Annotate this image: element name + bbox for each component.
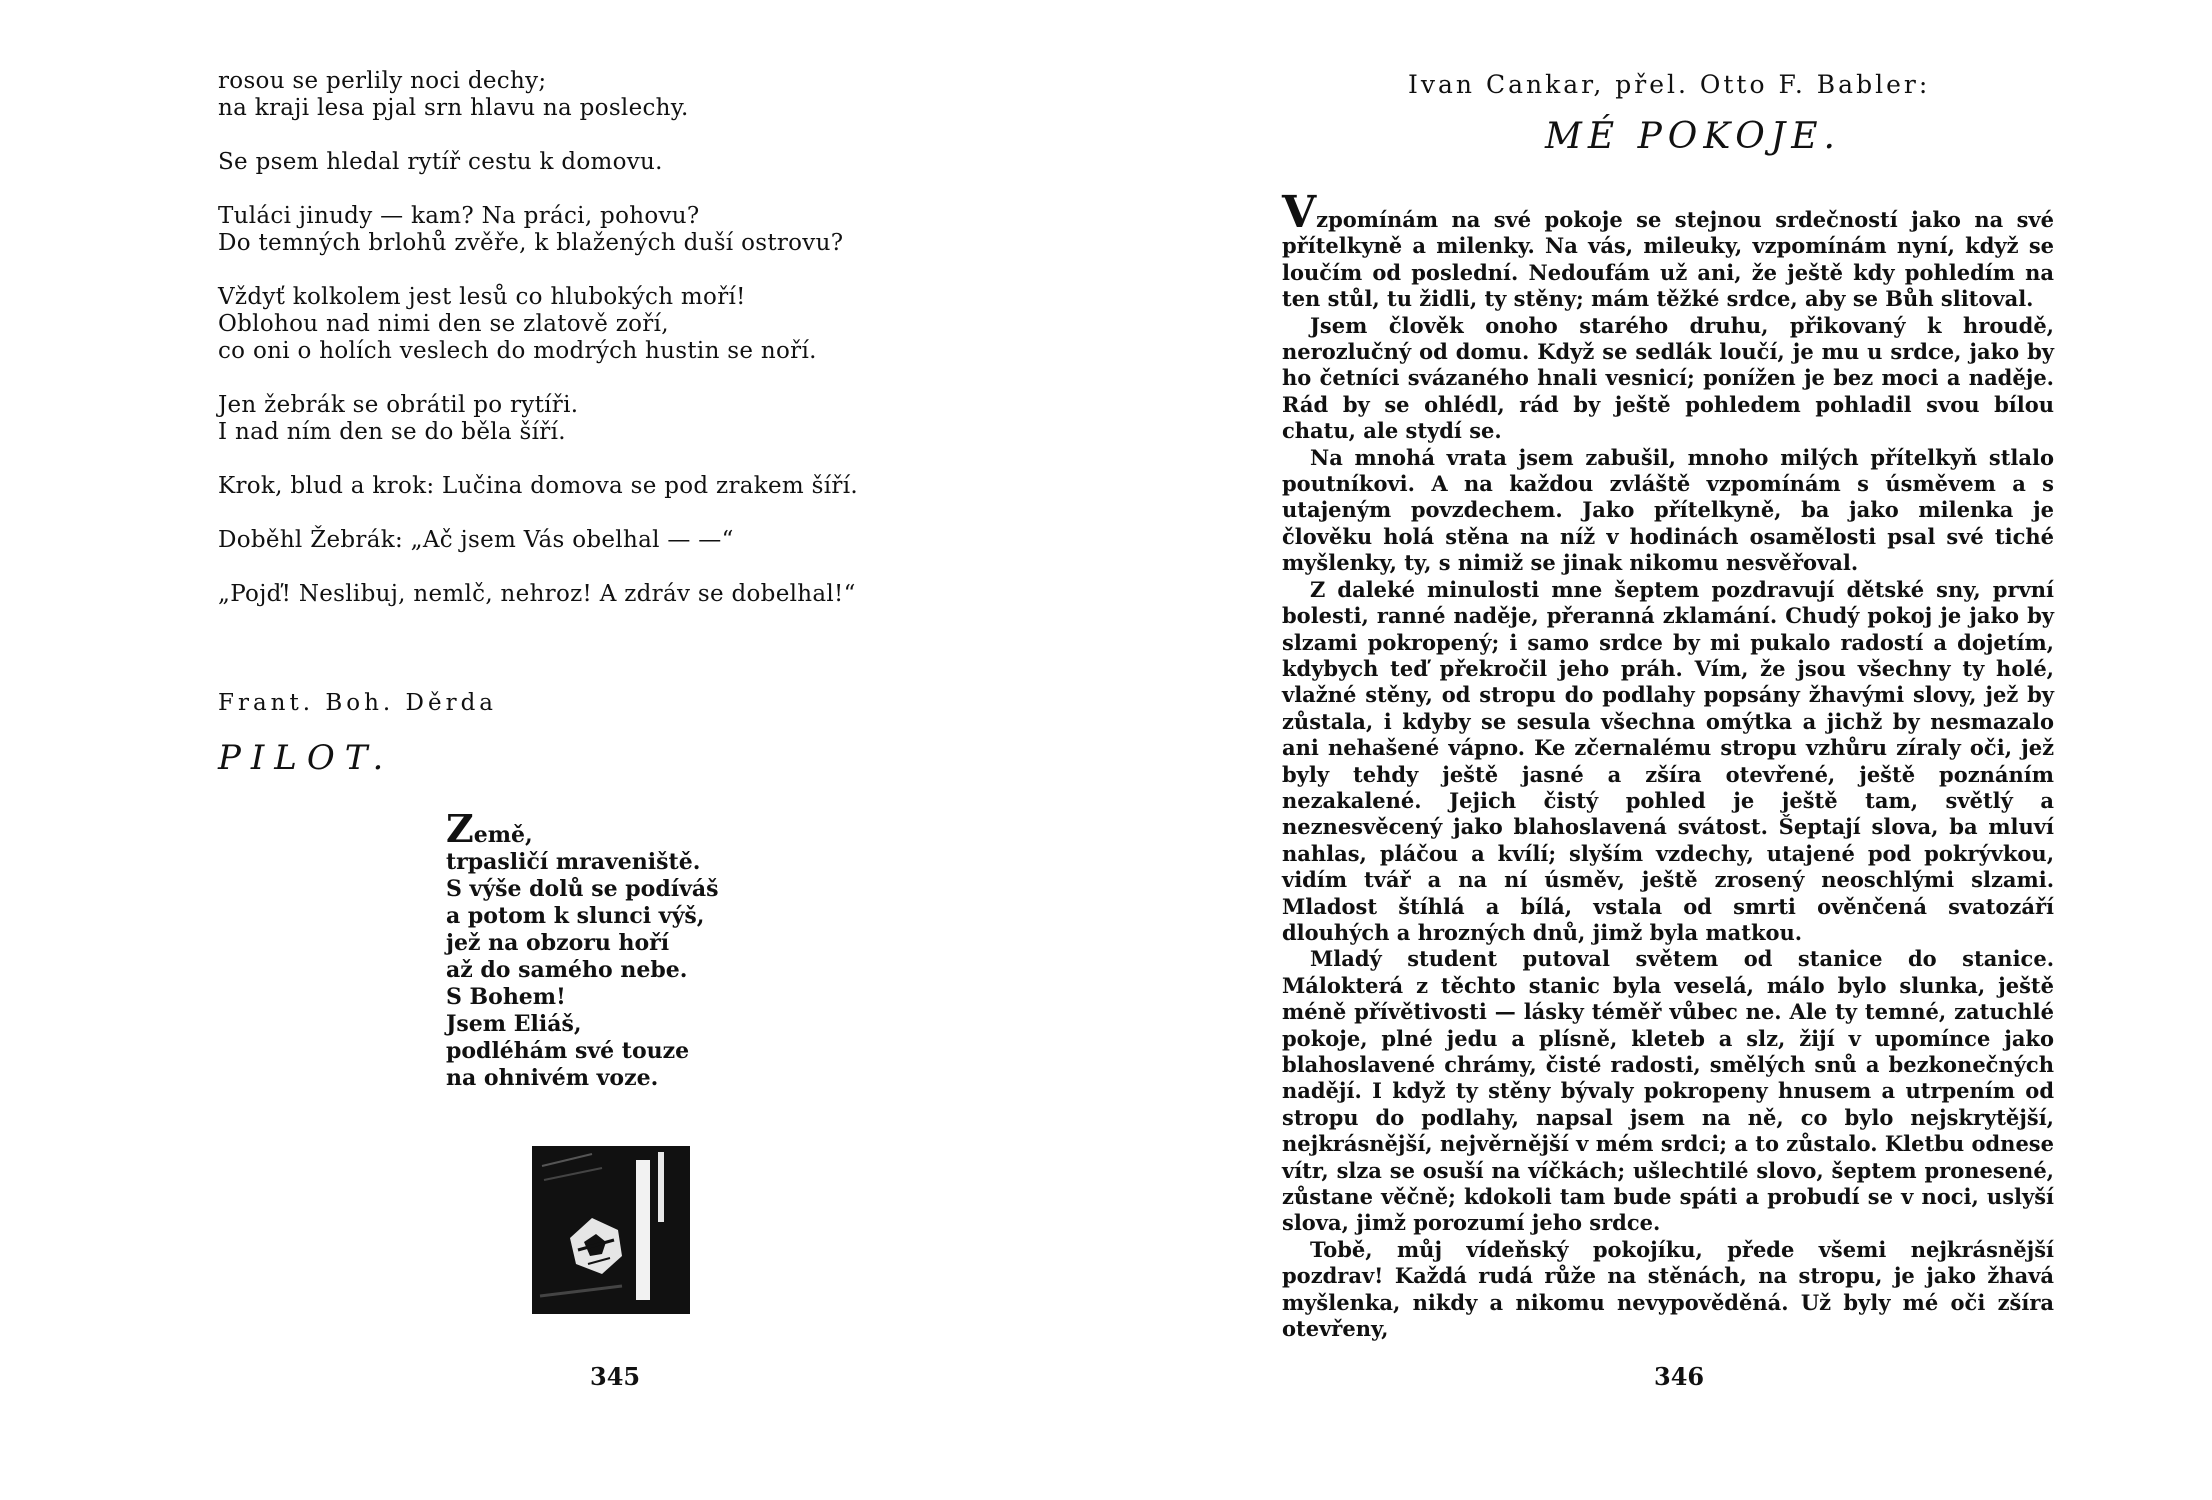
poem-line: Oblohou nad nimi den se zlatově zoří, <box>218 311 669 337</box>
paragraph <box>1282 187 2054 313</box>
poem-line: Doběhl Žebrák: „Ač jsem Vás obelhal — —“ <box>218 527 734 553</box>
paragraph: Tobě, můj vídeňský pokojíku, přede všemi nejkrásnější pozdrav! Každá rudá růže na stěnách, na stropu, je jako žhavá myšlenka, nikdy a nikomu nevypověděná. Už byly mé oči zšíra otevřeny, <box>1282 1236 2054 1342</box>
page-number: 346 <box>1654 1362 1705 1391</box>
drop-cap: V <box>1282 187 1317 238</box>
poem-line: Krok, blud a krok: Lučina domova se pod zrakem šíří. <box>218 473 858 499</box>
poem-line: S Bohem! <box>446 984 566 1010</box>
paragraph: Mladý student putoval světem od stanice do stanice. Málokterá z těchto stanic byla veselá, málo bylo slunka, ještě méně přívětivosti — lásky téměř vůbec ne. Ale ty temné, zatuchlé pokoje, plné jedu a plísně, kleteb a slz, žijí v upomínce jako blahoslavené chrámy, čisté radosti, smělých snů a bezkonečných nadějí. I když ty stěny bývaly pokropeny hnusem a utrpením od stropu do podlahy, napsal jsem na ně, co bylo nejskrytější, nejkrásnější, nejvěrnější v mém srdci; a to zůstalo. Kletbu odnese vítr, slza se osuší na víčkách; ušlechtilé slovo, šeptem pronesené, zůstane věčně; kdokoli tam bude spáti a probudí se v noci, uslyší slova, jimž porozumí jeho srdce. <box>1282 946 2054 1236</box>
poem-line: jež na obzoru hoří <box>446 930 670 956</box>
poem-line: Se psem hledal rytíř cestu k domovu. <box>218 149 663 175</box>
paragraph-text: zpomínám na své pokoje se stejnou srdečností jako na své přítelkyně a milenky. Na vás, mileuky, vzpomínám nyní, když se loučím od poslední. Nedoufám už ani, že ještě kdy pohledím na ten stůl, tu židli, ty stěny; mám těžké srdce, aby se Bůh slitoval. <box>1282 207 2054 312</box>
poem-line: Jen žebrák se obrátil po rytíři. <box>218 392 579 418</box>
poem-line: trpasličí mraveniště. <box>446 849 701 875</box>
poem-line: Tuláci jinudy — kam? Na práci, pohovu? <box>218 203 700 229</box>
article-title: MÉ POKOJE. <box>1545 116 1841 157</box>
poem-line: co oni o holích veslech do modrých hustin se noří. <box>218 338 817 364</box>
poem-line: Vždyť kolkolem jest lesů co hlubokých moří! <box>218 284 746 310</box>
poem-line: na ohnivém voze. <box>446 1065 659 1091</box>
article-body <box>1282 187 2054 1342</box>
drop-cap: Z <box>446 806 474 851</box>
poem-line: až do samého nebe. <box>446 957 688 983</box>
poem-line: S výše dolů se podíváš <box>446 876 719 902</box>
poem-line: I nad ním den se do běla šíří. <box>218 419 566 445</box>
article-author: Ivan Cankar, přel. Otto F. Babler: <box>1408 70 1931 99</box>
pilot-title: PILOT. <box>218 738 394 778</box>
poem-line: a potom k slunci výš, <box>446 903 705 929</box>
poem-line: Do temných brlohů zvěře, k blažených duší ostrovu? <box>218 230 844 256</box>
paragraph: Jsem člověk onoho starého druhu, přikovaný k hroudě, nerozlučný od domu. Když se sedlák loučí, je mu u srdce, jako by ho četníci svázaného hnali vesnicí; ponížen je bez moci a naděje. Rád by se ohlédl, rád by ještě pohledem pohladil svou bílou chatu, ale stydí se. <box>1282 312 2054 444</box>
pilot-author: Frant. Boh. Děrda <box>218 690 498 716</box>
poem-line: Jsem Eliáš, <box>446 1011 582 1037</box>
poem-line: podléhám své touze <box>446 1038 690 1064</box>
poem-line: na kraji lesa pjal srn hlavu na poslechy. <box>218 95 689 121</box>
poem-line: „Pojď! Neslibuj, nemlč, nehroz! A zdráv se dobelhal!“ <box>218 581 856 607</box>
paragraph: Z daleké minulosti mne šeptem pozdravují dětské sny, první bolesti, ranné naděje, přeranná zklamání. Chudý pokoj je jako by slzami pokropený; i samo srdce by mi pukalo radostí a dojetím, kdybych teď překročil jeho práh. Vím, že jsou všechny ty holé, vlažné stěny, od stropu do podlahy popsány žhavými slovy, jež by zůstala, i kdyby se sesula všechna omýtka a jichž by nesmazalo ani nehašené vápno. Ke zčernalému stropu vzhůru zíraly oči, jež byly tehdy ještě jasné a zšíra otevřené, ještě poznáním nezakalené. Jejich čistý pohled je ještě tam, světlý a neznesvěcený jako blahoslavená svátost. Šeptají slova, ba mluví nahlas, pláčou a kvílí; slyším vzdechy, utajené pod pokrývkou, vidím tvář a na ní úsměv, ještě zrosený neoschlými slzami. Mladost štíhlá a bílá, vstala od smrti ověnčená svatozáří dlouhých a hrozných dnů, jimž byla matkou. <box>1282 576 2054 945</box>
page-number: 345 <box>590 1362 641 1391</box>
poem-line: emě, <box>473 822 533 848</box>
poem-line: rosou se perlily noci dechy; <box>218 68 547 94</box>
paragraph: Na mnohá vrata jsem zabušil, mnoho milých přítelkyň stlalo poutníkovi. A na každou zvláště vzpomínám s úsměvem a s utajeným povzdechem. Jako přítelkyně, ba jako milenka je člověku holá stěna na níž v hodinách osamělosti psal své tiché myšlenky, ty, s nimiž se jinak nikomu nesvěřoval. <box>1282 444 2054 576</box>
